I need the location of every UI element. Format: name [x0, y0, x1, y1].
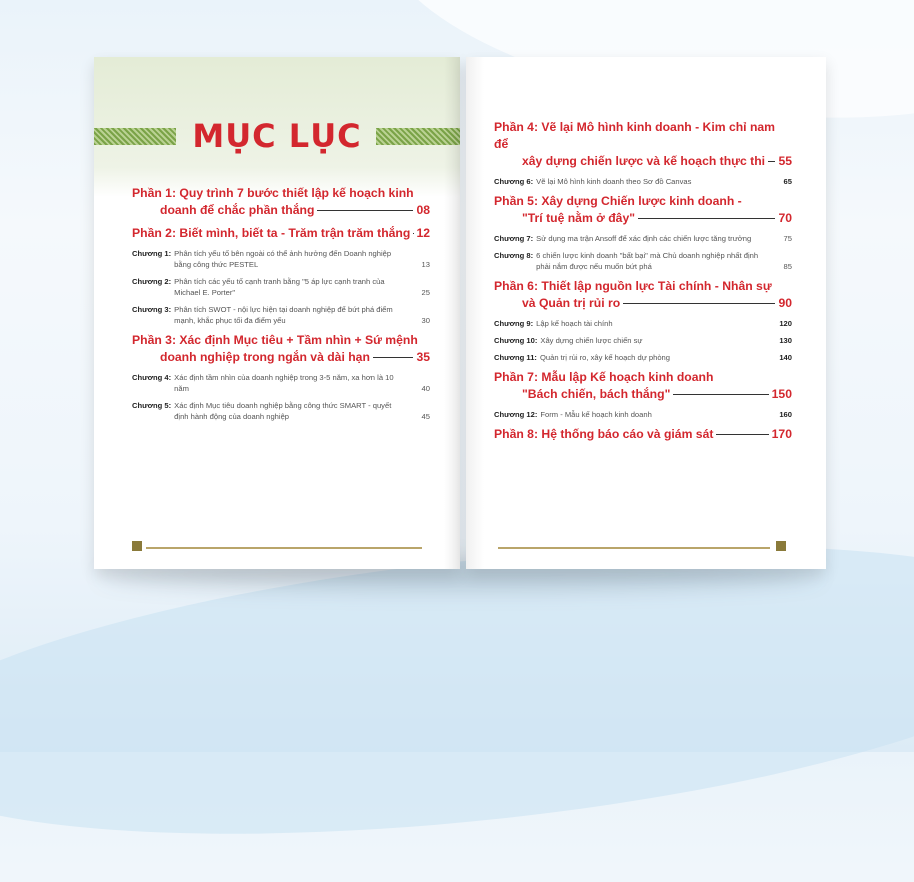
chapter-title: Vẽ lại Mô hình kinh doanh theo Sơ đồ Canvas [536, 176, 768, 187]
chapter-page: 75 [768, 233, 792, 244]
chapter-page: 160 [768, 409, 792, 420]
part-title: Phần 1: Quy trình 7 bước thiết lập kế hoạch kinh [132, 185, 430, 202]
chapter-title: Form - Mẫu kế hoạch kinh doanh [540, 409, 768, 420]
toc-chapter[interactable] [132, 248, 430, 270]
part-title: Phần 3: Xác định Mục tiêu + Tầm nhìn + Sứ mệnh [132, 332, 430, 349]
toc-part[interactable] [494, 278, 792, 312]
toc-chapter[interactable] [494, 409, 792, 420]
part-title-cont: và Quản trị rủi ro [522, 295, 620, 312]
leader-line [768, 161, 775, 162]
title-hatch-right [376, 128, 460, 145]
chapter-label: Chương 9: [494, 318, 533, 329]
chapter-title: Xác định tầm nhìn của doanh nghiệp trong 3-5 năm, xa hơn là 10 năm [174, 372, 406, 394]
toc-title: MỤC LỤC [183, 117, 371, 155]
leader-line [673, 394, 768, 395]
part-title: Phần 2: Biết mình, biết ta - Trăm trận trăm thắng [132, 225, 410, 242]
toc-part[interactable] [494, 193, 792, 227]
part-page: 170 [772, 426, 792, 443]
toc-part[interactable] [494, 369, 792, 403]
chapter-title: Sử dụng ma trận Ansoff để xác định các chiến lược tăng trưởng [536, 233, 768, 244]
chapter-label: Chương 11: [494, 352, 537, 363]
footer-rule [498, 547, 770, 549]
chapter-title: Phân tích SWOT - nội lực hiện tại doanh nghiệp để bứt phá điểm mạnh, khắc phục tối đa điểm yếu [174, 304, 406, 326]
part-title-cont: "Bách chiến, bách thắng" [522, 386, 670, 403]
part-title: Phần 4: Vẽ lại Mô hình kinh doanh - Kim chỉ nam để [494, 119, 792, 153]
chapter-label: Chương 2: [132, 276, 171, 298]
toc-part[interactable] [494, 426, 792, 443]
chapter-label: Chương 8: [494, 250, 533, 272]
part-page: 12 [416, 225, 430, 242]
chapter-title: Phân tích các yếu tố cạnh tranh bằng "5 áp lực cạnh tranh của Michael E. Porter" [174, 276, 406, 298]
footer-rule [146, 547, 422, 549]
toc-chapter[interactable] [494, 250, 792, 272]
page-number-box [776, 541, 786, 551]
page-number-box [132, 541, 142, 551]
toc-chapter[interactable] [494, 318, 792, 329]
leader-line [623, 303, 775, 304]
chapter-label: Chương 10: [494, 335, 537, 346]
chapter-page: 30 [406, 315, 430, 326]
leader-line [716, 434, 768, 435]
chapter-label: Chương 3: [132, 304, 171, 326]
leader-line [373, 357, 414, 358]
part-title: Phần 7: Mẫu lập Kế hoạch kinh doanh [494, 369, 792, 386]
part-title: Phần 8: Hệ thống báo cáo và giám sát [494, 426, 713, 443]
toc-left [132, 185, 430, 428]
toc-chapter[interactable] [132, 372, 430, 394]
toc-right [494, 119, 792, 449]
part-title-cont: doanh để chắc phần thắng [160, 202, 314, 219]
chapter-title: Xây dựng chiến lược chiến sự [540, 335, 768, 346]
chapter-title: 6 chiến lược kinh doanh "bất bại" mà Chủ doanh nghiệp nhất định phải nắm được nếu muốn bứt phá [536, 250, 768, 272]
right-page [466, 57, 826, 569]
part-title-cont: xây dựng chiến lược và kế hoạch thực thi [522, 153, 765, 170]
chapter-title: Phân tích yếu tố bên ngoài có thể ảnh hưởng đến Doanh nghiệp bằng công thức PESTEL [174, 248, 406, 270]
chapter-page: 140 [768, 352, 792, 363]
chapter-page: 130 [768, 335, 792, 346]
chapter-label: Chương 1: [132, 248, 171, 270]
toc-chapter[interactable] [494, 233, 792, 244]
toc-part[interactable] [132, 225, 430, 242]
part-page: 08 [416, 202, 430, 219]
chapter-page: 85 [768, 261, 792, 272]
chapter-page: 40 [406, 383, 430, 394]
chapter-page: 65 [768, 176, 792, 187]
part-title: Phần 6: Thiết lập nguồn lực Tài chính - Nhân sự [494, 278, 792, 295]
chapter-label: Chương 5: [132, 400, 171, 422]
chapter-page: 13 [406, 259, 430, 270]
title-hatch-left [94, 128, 176, 145]
toc-chapter[interactable] [132, 276, 430, 298]
toc-chapter[interactable] [494, 335, 792, 346]
left-page [94, 57, 460, 569]
chapter-title: Lập kế hoạch tài chính [536, 318, 768, 329]
part-title-cont: "Trí tuệ nằm ở đây" [522, 210, 635, 227]
chapter-page: 45 [406, 411, 430, 422]
part-page: 90 [778, 295, 792, 312]
toc-chapter[interactable] [132, 304, 430, 326]
toc-part[interactable] [494, 119, 792, 170]
toc-chapter[interactable] [494, 352, 792, 363]
part-page: 55 [778, 153, 792, 170]
chapter-label: Chương 4: [132, 372, 171, 394]
chapter-title: Xác định Mục tiêu doanh nghiệp bằng công thức SMART - quyết định hành động của doanh nghiệp [174, 400, 406, 422]
chapter-title: Quản trị rủi ro, xây kế hoạch dự phòng [540, 352, 768, 363]
chapter-page: 25 [406, 287, 430, 298]
chapter-page: 120 [768, 318, 792, 329]
part-title: Phần 5: Xây dựng Chiến lược kinh doanh - [494, 193, 792, 210]
chapter-label: Chương 7: [494, 233, 533, 244]
part-page: 150 [772, 386, 792, 403]
chapter-label: Chương 12: [494, 409, 537, 420]
toc-chapter[interactable] [132, 400, 430, 422]
leader-line [638, 218, 775, 219]
part-title-cont: doanh nghiệp trong ngắn và dài hạn [160, 349, 370, 366]
part-page: 70 [778, 210, 792, 227]
leader-line [317, 210, 413, 211]
part-page: 35 [416, 349, 430, 366]
toc-chapter[interactable] [494, 176, 792, 187]
toc-part[interactable] [132, 332, 430, 366]
toc-part[interactable] [132, 185, 430, 219]
chapter-label: Chương 6: [494, 176, 533, 187]
